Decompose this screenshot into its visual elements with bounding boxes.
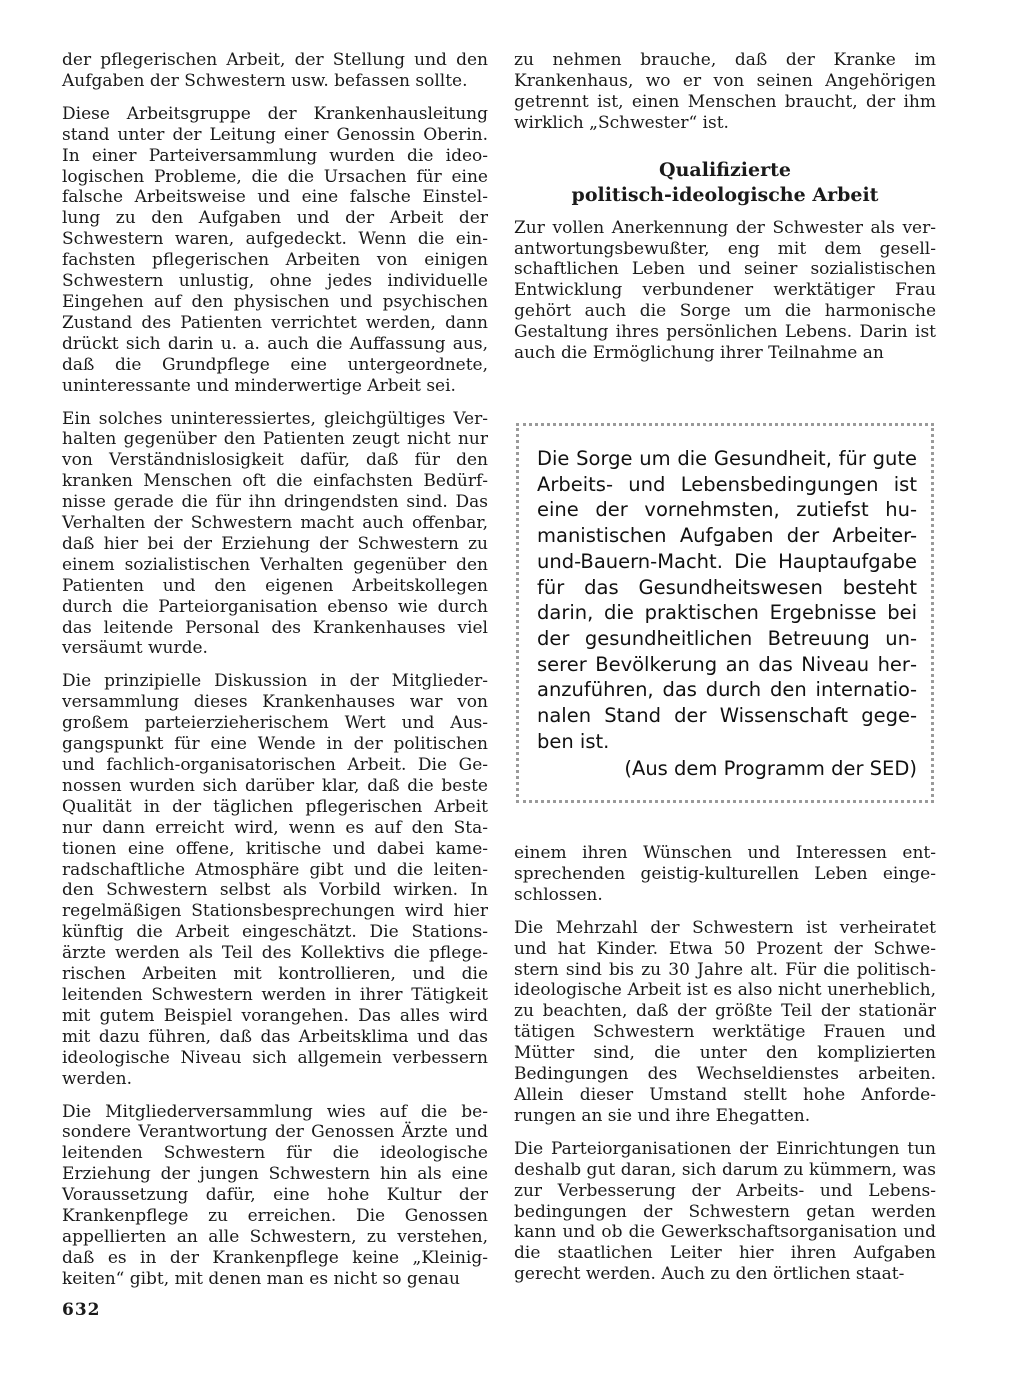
right-paragraph-mid: Zur vollen Anerkennung der Schwester als verantwortungsbewußter, eng mit dem gesellschaftlichen Leben und seiner sozialistischen Entwicklung verbundener werktätiger Frau gehört auch die Sorge um die harmonische Gestaltung ihres persönlichen Lebens. Darin ist auch die Ermöglichung ihrer Teilnahme an [514, 217, 936, 364]
quote-source: (Aus dem Programm der SED) [624, 757, 917, 781]
right-paragraph-bottom-1: einem ihren Wünschen und Interessen entsprechenden geistig-kulturellen Leben eingeschlossen. [514, 843, 936, 905]
quote-box [516, 423, 934, 803]
right-paragraph-bottom-2: Die Mehrzahl der Schwestern ist verheiratet und hat Kinder. Etwa 50 Prozent der Schwestern sind bis zu 30 Jahre alt. Für die politisch-ideologische Arbeit ist es also nicht unerheblich, zu beachten, daß der größte Teil der stationär tätigen Schwestern werktätige Frauen und Mütter sind, die unter den komplizierten Bedingungen des Wechseldienstes arbeiten. Allein dieser Umstand stellt hohe Anforderungen an sie und ihre Ehegatten. [514, 917, 936, 1126]
right-column-lower [514, 843, 936, 1297]
section-heading-line-1: Qualifizierte [659, 158, 791, 181]
quote-text: Die Sorge um die Gesundheit, für gute Arbeits- und Lebensbedingungen ist eine der vornehmsten, zutiefst humanistischen Aufgaben der Arbeiter-und-Bauern-Macht. Die Hauptaufgabe für das Gesundheitswesen besteht darin, die praktischen Ergebnisse bei der gesundheitlichen Betreuung unserer Bevölkerung an das Niveau heranzuführen, das durch den internationalen Stand der Wissenschaft gegeben ist. [537, 447, 917, 753]
right-paragraph-top: zu nehmen brauche, daß der Kranke im Krankenhaus, wo er von seinen Angehörigen getrennt ist, einen Menschen braucht, der ihm wirklich „Schwester“ ist. [514, 50, 936, 133]
left-paragraph-1: der pflegerischen Arbeit, der Stellung und den Aufgaben der Schwestern usw. befassen sollte. [62, 50, 488, 91]
right-column [514, 50, 936, 376]
left-paragraph-2: Diese Arbeitsgruppe der Krankenhausleitung stand unter der Leitung einer Genossin Oberin. In einer Parteiversammlung wurden die ideologischen Probleme, die die Ursachen für eine falsche Arbeitsweise und eine falsche Einstellung zu den Aufgaben und der Arbeit der Schwestern waren, aufgedeckt. Wenn die einfachsten pflegerischen Arbeiten von einigen Schwestern unlustig, ohne jedes individuelle Eingehen auf den physischen und psychischen Zustand des Patienten verrichtet werden, dann drückt sich darin u. a. auch die Auffassung aus, daß die Grundpflege eine untergeordnete, uninteressante und minderwertige Arbeit sei. [62, 103, 488, 396]
right-paragraph-bottom-3: Die Parteiorganisationen der Einrichtungen tun deshalb gut daran, sich darum zu kümmern, was zur Verbesserung der Arbeits- und Lebensbedingungen der Schwestern getan werden kann und ob die Gewerkschaftsorganisation und die staatlichen Leiter hier ihren Aufgaben gerecht werden. Auch zu den örtlichen staat- [514, 1138, 936, 1285]
section-heading [514, 158, 936, 208]
left-column [62, 50, 488, 1302]
page-number: 632 [62, 1300, 101, 1320]
left-paragraph-3: Ein solches uninteressiertes, gleichgültiges Verhalten gegenüber den Patienten zeugt nicht nur von Verständnislosigkeit dafür, daß für den kranken Menschen oft die einfachsten Bedürfnisse gerade die für ihn dringendsten sind. Das Verhalten der Schwestern macht auch offenbar, daß hier bei der Erziehung der Schwestern zu einem sozialistischen Verhalten gegenüber den Patienten und den eigenen Arbeitskollegen durch die Parteiorganisation ebenso wie durch das leitende Personal des Krankenhauses viel versäumt wurde. [62, 408, 488, 659]
left-paragraph-4: Die prinzipielle Diskussion in der Mitgliederversammlung dieses Krankenhauses war von großem parteierzieherischem Wert und Ausgangspunkt für eine Wende in der politischen und fachlich-organisatorischen Arbeit. Die Genossen wurden sich darüber klar, daß die beste Qualität in der täglichen pflegerischen Arbeit nur dann erreicht wird, wenn es auf den Stationen eine offene, kritische und dabei kameradschaftliche Atmosphäre gibt und die leitenden Schwestern selbst als Vorbild wirken. In regelmäßigen Stationsbesprechungen wird hier künftig die Arbeit eingeschätzt. Die Stationsärzte werden als Teil des Kollektivs die pflegerischen Arbeiten mit kontrollieren, und die leitenden Schwestern werden in ihrer Tätigkeit mit gutem Beispiel vorangehen. Das alles wird mit dazu führen, daß das Arbeitsklima und das ideologische Niveau sich allgemein verbessern werden. [62, 671, 488, 1089]
section-heading-line-2: politisch-ideologische Arbeit [571, 183, 879, 206]
left-paragraph-5: Die Mitgliederversammlung wies auf die besondere Verantwortung der Genossen Ärzte und leitenden Schwestern für die ideologische Erziehung der jungen Schwestern hin als eine Voraussetzung dafür, eine hohe Kultur der Krankenpflege zu erreichen. Die Genossen appellierten an alle Schwestern, zu verstehen, daß es in der Krankenpflege keine „Kleinigkeiten“ gibt, mit denen man es nicht so genau [62, 1101, 488, 1289]
